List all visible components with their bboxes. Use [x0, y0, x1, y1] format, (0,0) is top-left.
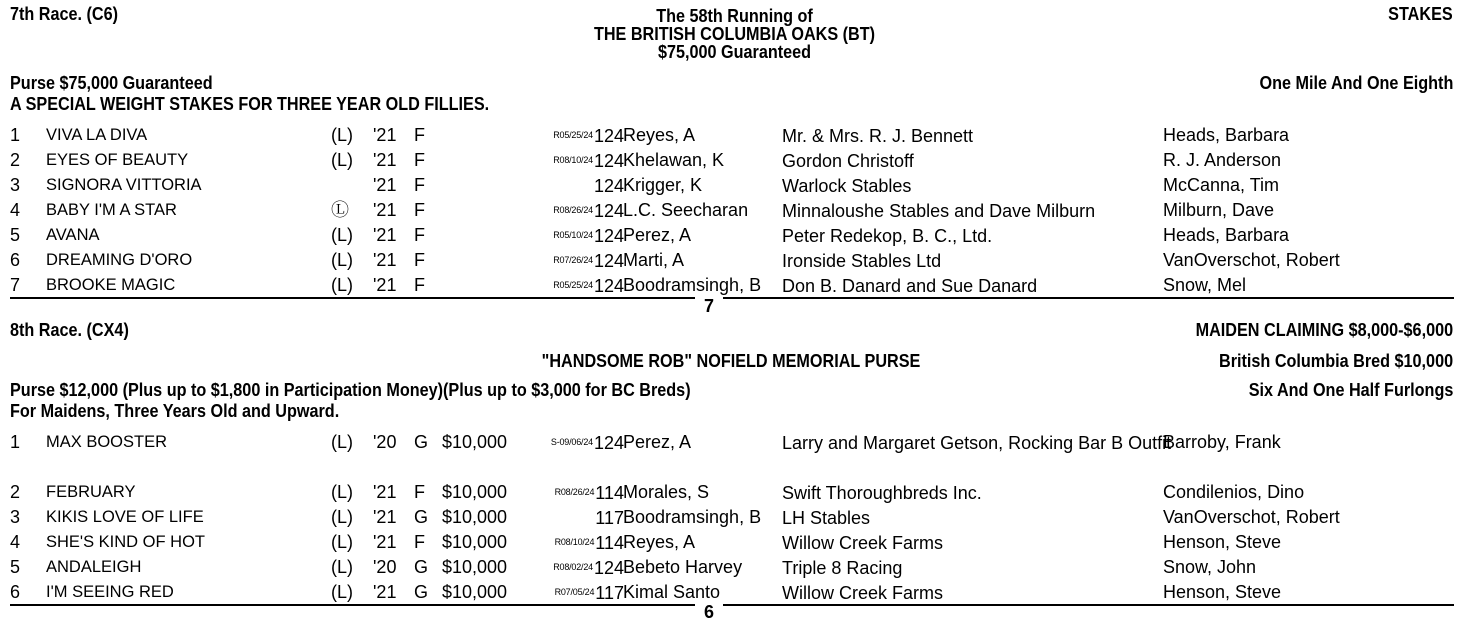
- horse-name: VIVA LA DIVA: [46, 126, 148, 144]
- jockey: Marti, A: [623, 250, 685, 270]
- weight-value: 117: [595, 583, 624, 603]
- sex: F: [414, 532, 425, 552]
- foal-year: '21: [373, 582, 397, 602]
- entry-row: [10, 223, 1454, 248]
- owner: Triple 8 Racing: [782, 558, 903, 578]
- sex: F: [414, 200, 425, 220]
- sex: F: [414, 482, 425, 502]
- weight: [555, 531, 624, 554]
- trainer: VanOverschot, Robert: [1163, 250, 1340, 270]
- race7-title-line3: $75,000 Guaranteed: [657, 42, 812, 62]
- trainer: Milburn, Dave: [1163, 200, 1275, 220]
- race7-conditions: A SPECIAL WEIGHT STAKES FOR THREE YEAR OLD FILLIES.: [10, 94, 490, 114]
- jockey: Krigger, K: [623, 175, 703, 195]
- race7-distance: One Mile And One Eighth: [1259, 73, 1453, 93]
- entry-row: [10, 273, 1454, 298]
- entry-row: [10, 555, 1454, 580]
- program-number: 6: [10, 582, 21, 602]
- weight: [553, 199, 624, 222]
- foal-year: '21: [373, 225, 397, 245]
- owner: Mr. & Mrs. R. J. Bennett: [782, 126, 974, 146]
- trainer: R. J. Anderson: [1163, 150, 1282, 170]
- owner: Willow Creek Farms: [782, 533, 944, 553]
- race7-field-count: 7: [695, 297, 723, 315]
- trainer: Heads, Barbara: [1163, 125, 1290, 145]
- foal-year: '21: [373, 532, 397, 552]
- horse-name: MAX BOOSTER: [46, 433, 168, 451]
- program-number: 5: [10, 225, 21, 245]
- medication: (L): [331, 250, 353, 270]
- horse-name: SHE'S KIND OF HOT: [46, 533, 205, 551]
- owner: Warlock Stables: [782, 176, 912, 196]
- claiming-price: $10,000: [442, 432, 508, 452]
- foal-year: '21: [373, 275, 397, 295]
- sex: F: [414, 275, 425, 295]
- medication: (L): [331, 432, 353, 452]
- weight-value: 114: [595, 483, 624, 503]
- trainer: VanOverschot, Robert: [1163, 507, 1340, 527]
- program-number: 5: [10, 557, 21, 577]
- race8-entries: [10, 430, 1454, 605]
- race8-divider: [10, 604, 1454, 606]
- sex: F: [414, 125, 425, 145]
- sex: G: [414, 432, 429, 452]
- jockey: Kimal Santo: [623, 582, 721, 602]
- weight: [553, 249, 624, 272]
- race7-purse: Purse $75,000 Guaranteed: [10, 73, 213, 93]
- jockey: L.C. Seecharan: [623, 200, 749, 220]
- foal-year: '21: [373, 250, 397, 270]
- weight-value: 124: [593, 433, 624, 453]
- medication: (L): [331, 150, 353, 170]
- weight: [553, 274, 624, 297]
- weight: [553, 556, 624, 579]
- entry-row: [10, 580, 1454, 605]
- race8-distance: Six And One Half Furlongs: [1248, 380, 1453, 400]
- race8-conditions: For Maidens, Three Years Old and Upward.: [10, 401, 340, 421]
- horse-name: FEBRUARY: [46, 483, 136, 501]
- horse-name: ANDALEIGH: [46, 558, 142, 576]
- horse-name: DREAMING D'ORO: [46, 251, 193, 269]
- program-number: 3: [10, 175, 21, 195]
- last-race-date: R05/25/24: [553, 280, 593, 290]
- entry-row: [10, 480, 1454, 505]
- horse-name: BROOKE MAGIC: [46, 276, 176, 294]
- last-race-date: R05/25/24: [553, 130, 593, 140]
- weight-value: 117: [595, 508, 624, 528]
- trainer: Henson, Steve: [1163, 582, 1282, 602]
- weight: [594, 506, 624, 529]
- jockey: Khelawan, K: [623, 150, 725, 170]
- sex: F: [414, 150, 425, 170]
- sex: F: [414, 225, 425, 245]
- trainer: Barroby, Frank: [1163, 432, 1281, 452]
- weight-value: 124: [593, 226, 624, 246]
- entry-row: [10, 148, 1454, 173]
- medication: (L): [331, 507, 353, 527]
- claiming-price: $10,000: [442, 557, 508, 577]
- weight: [555, 581, 624, 604]
- jockey: Perez, A: [623, 225, 692, 245]
- claiming-price: $10,000: [442, 582, 508, 602]
- weight-value: 124: [593, 276, 624, 296]
- weight-value: 124: [593, 126, 624, 146]
- trainer: Condilenios, Dino: [1163, 482, 1305, 502]
- weight: [553, 124, 624, 147]
- race7-entries: [10, 123, 1454, 298]
- medication: (L): [331, 482, 353, 502]
- foal-year: '21: [373, 507, 397, 527]
- owner: Minnaloushe Stables and Dave Milburn: [782, 201, 1096, 221]
- trainer: Snow, John: [1163, 557, 1257, 577]
- race8-bred: British Columbia Bred $10,000: [1218, 351, 1453, 371]
- sex: F: [414, 175, 425, 195]
- medication: (L): [331, 125, 353, 145]
- entry-row: [10, 430, 1454, 480]
- claiming-price: $10,000: [442, 532, 508, 552]
- foal-year: '21: [373, 482, 397, 502]
- foal-year: '21: [373, 125, 397, 145]
- owner: Ironside Stables Ltd: [782, 251, 942, 271]
- last-race-date: R08/26/24: [553, 205, 593, 215]
- jockey: Bebeto Harvey: [623, 557, 743, 577]
- sex: G: [414, 557, 429, 577]
- claiming-price: $10,000: [442, 482, 508, 502]
- race8-type: MAIDEN CLAIMING $8,000-$6,000: [1195, 320, 1453, 340]
- trainer: McCanna, Tim: [1163, 175, 1280, 195]
- owner: Swift Thoroughbreds Inc.: [782, 483, 982, 503]
- jockey: Boodramsingh, B: [623, 275, 762, 295]
- weight-value: 124: [593, 558, 624, 578]
- weight: [593, 174, 624, 197]
- last-race-date: S-09/06/24: [550, 437, 593, 447]
- medication: (L): [331, 225, 353, 245]
- trainer: Henson, Steve: [1163, 532, 1282, 552]
- program-number: 4: [10, 532, 21, 552]
- weight: [553, 224, 624, 247]
- foal-year: '20: [373, 557, 397, 577]
- owner: LH Stables: [782, 508, 871, 528]
- weight-value: 124: [593, 201, 624, 221]
- race7-title-line2: THE BRITISH COLUMBIA OAKS (BT): [593, 24, 876, 44]
- entry-row: [10, 198, 1454, 223]
- jockey: Boodramsingh, B: [623, 507, 762, 527]
- horse-name: EYES OF BEAUTY: [46, 151, 189, 169]
- weight-value: 124: [593, 251, 624, 271]
- last-race-date: R07/05/24: [554, 587, 595, 597]
- program-number: 2: [10, 150, 21, 170]
- horse-name: KIKIS LOVE OF LIFE: [46, 508, 204, 526]
- entry-row: [10, 505, 1454, 530]
- jockey: Reyes, A: [623, 532, 696, 552]
- race7-label: 7th Race. (C6): [10, 4, 119, 24]
- last-race-date: R07/26/24: [553, 255, 593, 265]
- owner: Peter Redekop, B. C., Ltd.: [782, 226, 993, 246]
- owner: Larry and Margaret Getson, Rocking Bar B Outfit: [782, 433, 1172, 453]
- race7-title-line1: The 58th Running of: [656, 6, 813, 26]
- weight: [553, 149, 624, 172]
- weight-value: 124: [593, 151, 624, 171]
- entry-row: [10, 530, 1454, 555]
- foal-year: '21: [373, 150, 397, 170]
- program-number: 4: [10, 200, 21, 220]
- entry-row: [10, 123, 1454, 148]
- claiming-price: $10,000: [442, 507, 508, 527]
- program-number: 1: [10, 125, 21, 145]
- program-number: 3: [10, 507, 21, 527]
- medication: (L): [331, 275, 353, 295]
- program-number: 7: [10, 275, 21, 295]
- medication: (L): [331, 557, 353, 577]
- weight-value: 114: [595, 533, 624, 553]
- race8-label: 8th Race. (CX4): [10, 320, 129, 340]
- horse-name: SIGNORA VITTORIA: [46, 176, 202, 194]
- horse-name: AVANA: [46, 226, 100, 244]
- owner: Willow Creek Farms: [782, 583, 944, 603]
- weight-value: 124: [593, 176, 624, 196]
- program-number: 1: [10, 432, 21, 452]
- owner: Gordon Christoff: [782, 151, 914, 171]
- race8-title: "HANDSOME ROB" NOFIELD MEMORIAL PURSE: [541, 351, 921, 371]
- race7-type: STAKES: [1388, 4, 1453, 24]
- owner: Don B. Danard and Sue Danard: [782, 276, 1038, 296]
- sex: F: [414, 250, 425, 270]
- jockey: Perez, A: [623, 432, 692, 452]
- program-number: 2: [10, 482, 21, 502]
- weight: [551, 431, 624, 454]
- last-race-date: R08/10/24: [553, 155, 593, 165]
- horse-name: I'M SEEING RED: [46, 583, 174, 601]
- entry-row: [10, 173, 1454, 198]
- foal-year: '21: [373, 200, 397, 220]
- entry-row: [10, 248, 1454, 273]
- sex: G: [414, 507, 429, 527]
- last-race-date: R08/26/24: [554, 487, 595, 497]
- race8-purse: Purse $12,000 (Plus up to $1,800 in Participation Money)(Plus up to $3,000 for BC Breds): [10, 380, 691, 400]
- last-race-date: R08/02/24: [553, 562, 593, 572]
- medication: Ⓛ: [331, 200, 349, 220]
- foal-year: '20: [373, 432, 397, 452]
- race8-field-count: 6: [695, 603, 723, 621]
- jockey: Morales, S: [623, 482, 710, 502]
- foal-year: '21: [373, 175, 397, 195]
- horse-name: BABY I'M A STAR: [46, 201, 177, 219]
- medication: (L): [331, 582, 353, 602]
- weight: [555, 481, 624, 504]
- program-number: 6: [10, 250, 21, 270]
- trainer: Snow, Mel: [1163, 275, 1247, 295]
- last-race-date: R08/10/24: [554, 537, 595, 547]
- trainer: Heads, Barbara: [1163, 225, 1290, 245]
- medication: (L): [331, 532, 353, 552]
- race7-divider: [10, 297, 1454, 299]
- sex: G: [414, 582, 429, 602]
- last-race-date: R05/10/24: [553, 230, 593, 240]
- jockey: Reyes, A: [623, 125, 696, 145]
